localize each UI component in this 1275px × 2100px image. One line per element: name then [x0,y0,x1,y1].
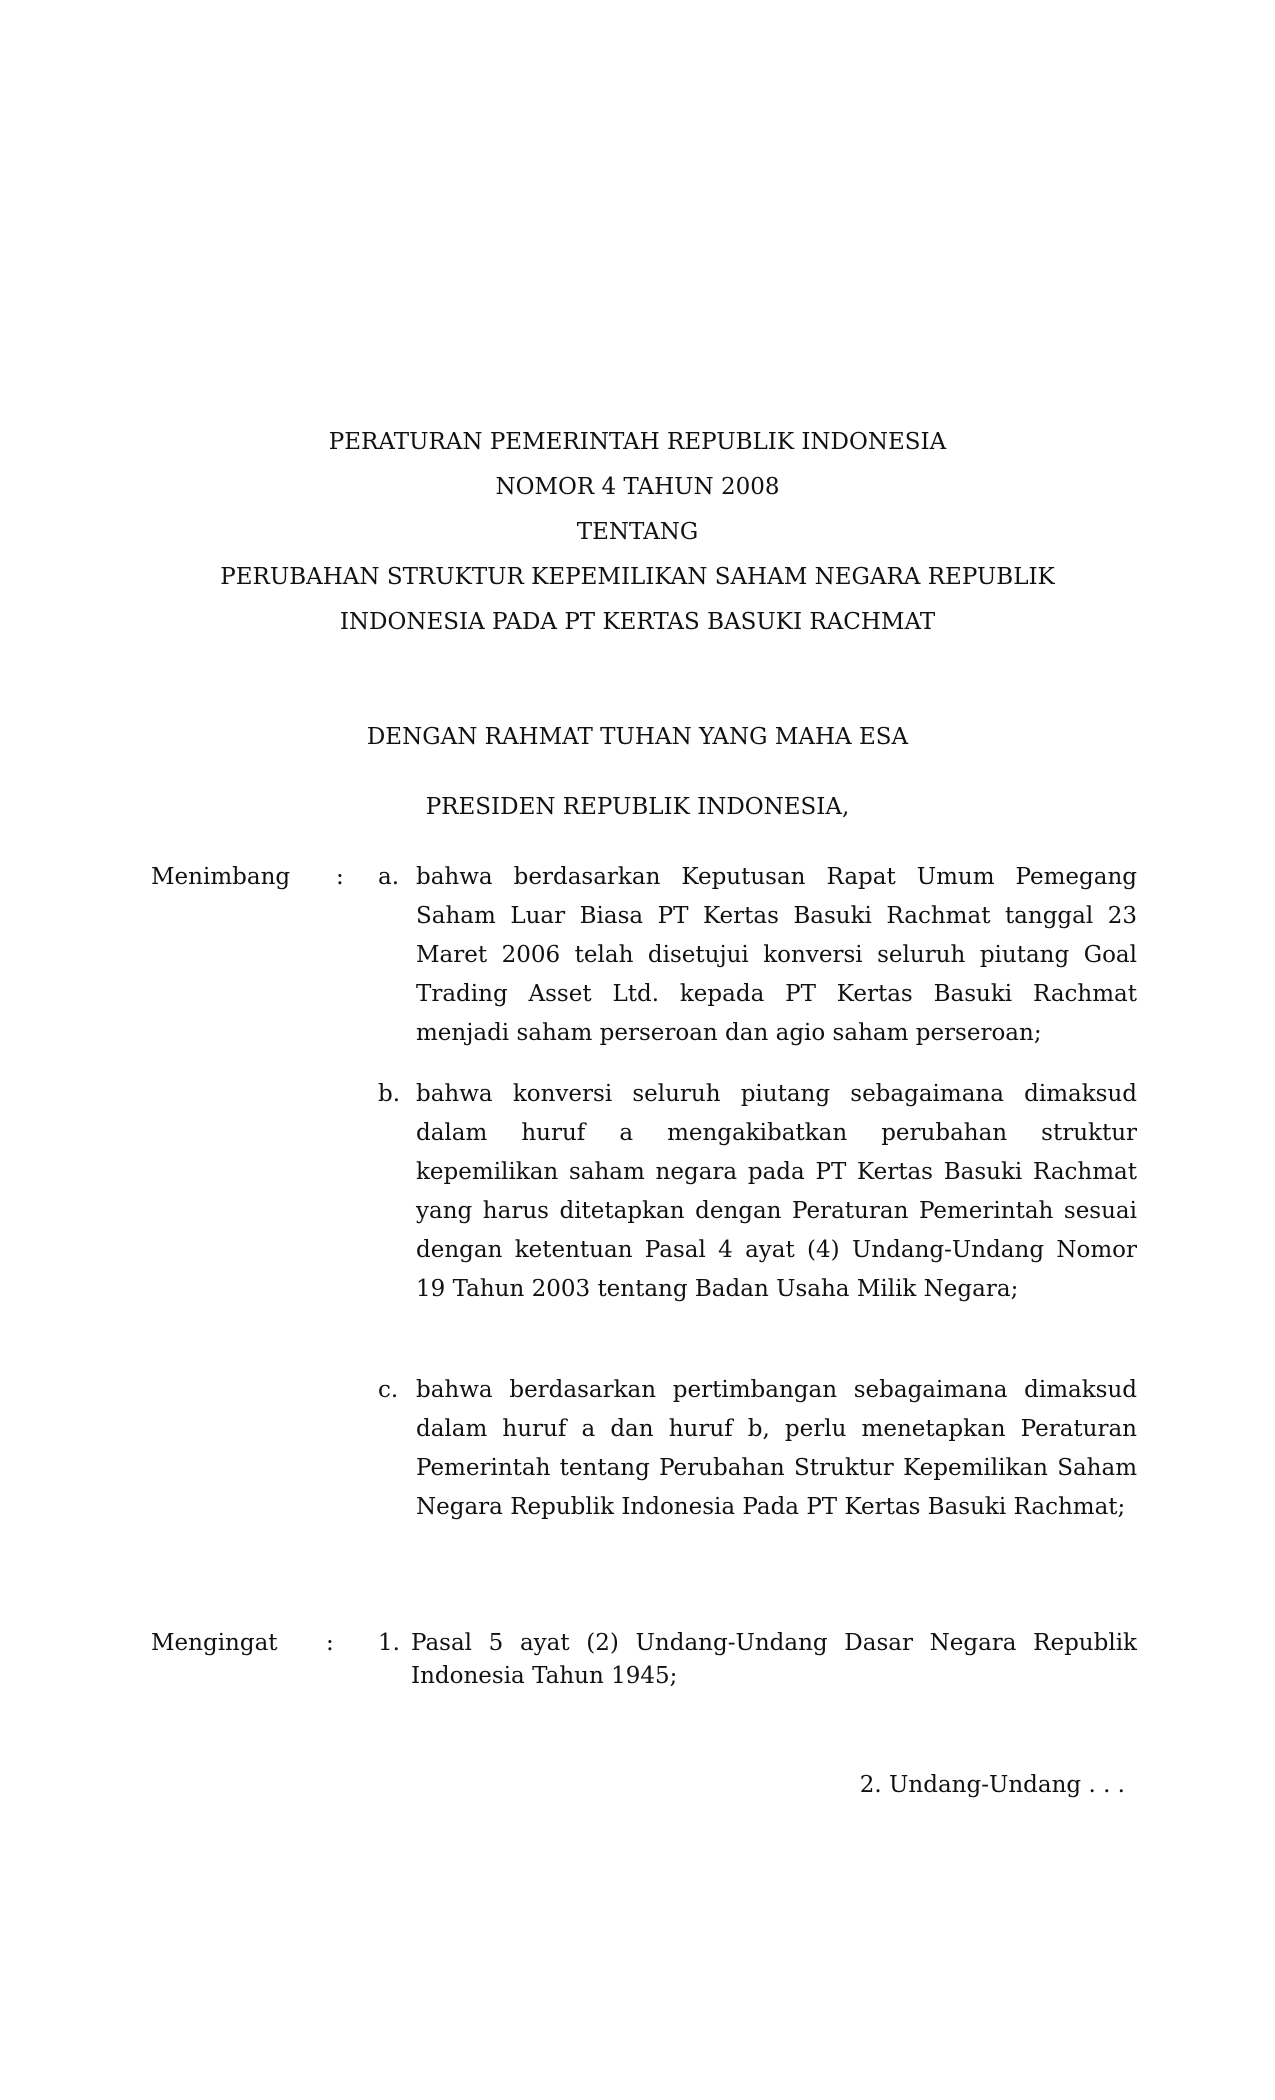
page-continuation: 2. Undang-Undang . . . [859,1772,1125,1798]
menimbang-label: Menimbang [151,864,291,890]
title-line-1: PERATURAN PEMERINTAH REPUBLIK INDONESIA [328,429,947,455]
item-marker-b: b. [378,1081,401,1107]
invocation: DENGAN RAHMAT TUHAN YANG MAHA ESA [366,724,909,750]
mengingat-item-1: Pasal 5 ayat (2) Undang-Undang Dasar Negara Republik Indonesia Tahun 1945; [411,1630,1137,1689]
mengingat-label: Mengingat [151,1630,278,1656]
menimbang-item-b: bahwa konversi seluruh piutang sebagaimana dimaksud dalam huruf a mengakibatkan perubahan struktur kepemilikan saham negara pada PT Kertas Basuki Rachmat yang harus ditetapkan dengan Peraturan Pemerintah sesuai dengan ketentuan Pasal 4 ayat (4) Undang-Undang Nomor 19 Tahun 2003 tentang Badan Usaha Milik Negara; [416,1081,1137,1302]
menimbang-item-c: bahwa berdasarkan pertimbangan sebagaimana dimaksud dalam huruf a dan huruf b, perlu menetapkan Peraturan Pemerintah tentang Perubahan Struktur Kepemilikan Saham Negara Republik Indonesia Pada PT Kertas Basuki Rachmat; [416,1377,1137,1520]
authority: PRESIDEN REPUBLIK INDONESIA, [425,794,850,820]
menimbang-item-a: bahwa berdasarkan Keputusan Rapat Umum Pemegang Saham Luar Biasa PT Kertas Basuki Rachmat tanggal 23 Maret 2006 telah disetujui konversi seluruh piutang Goal Trading Asset Ltd. kepada PT Kertas Basuki Rachmat menjadi saham perseroan dan agio saham perseroan; [416,864,1137,1046]
title-line-3: TENTANG [576,519,699,545]
item-marker-c: c. [378,1377,399,1403]
menimbang-colon: : [336,864,344,890]
title-line-5: INDONESIA PADA PT KERTAS BASUKI RACHMAT [339,609,936,635]
title-line-4: PERUBAHAN STRUKTUR KEPEMILIKAN SAHAM NEGARA REPUBLIK [220,564,1055,590]
title-line-2: NOMOR 4 TAHUN 2008 [495,474,780,500]
item-marker-a: a. [378,864,400,890]
item-marker-1: 1. [378,1630,400,1656]
mengingat-colon: : [326,1630,334,1656]
